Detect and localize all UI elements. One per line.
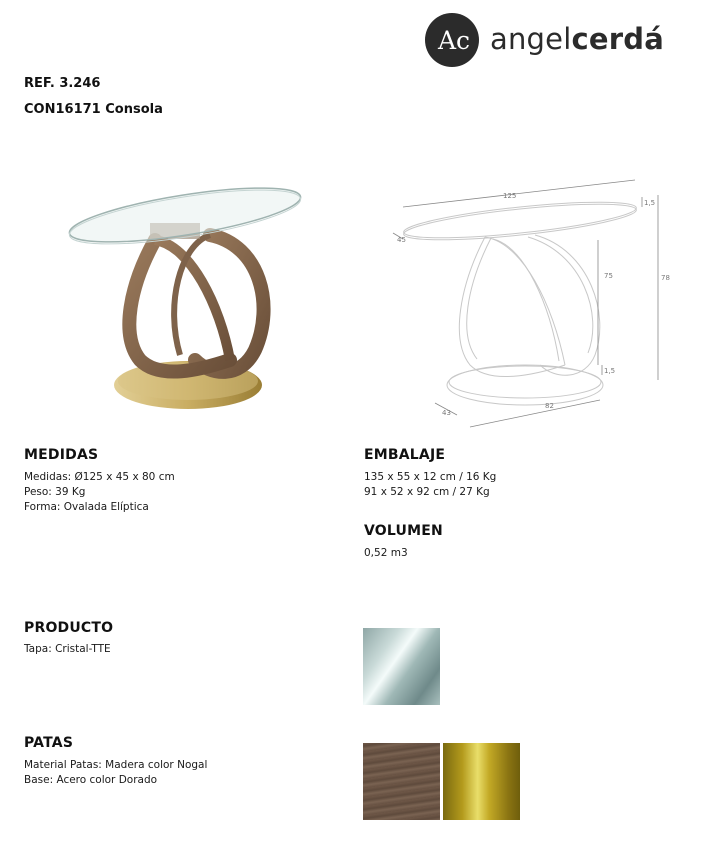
dim-base-depth: 43 [442, 409, 451, 417]
patas-list [24, 758, 207, 788]
volumen-value: 0,52 m3 [364, 547, 408, 559]
brand-mark-text: Ac [438, 26, 471, 55]
embalaje-line: 91 x 52 x 92 cm / 27 Kg [364, 486, 490, 498]
gold-swatch [443, 743, 520, 820]
producto-line: Tapa: Cristal-TTE [24, 643, 111, 655]
brand-name-light: angel [490, 22, 572, 56]
dim-height: 78 [661, 274, 670, 282]
volumen-heading: VOLUMEN [364, 523, 443, 539]
dim-width: 125 [503, 192, 517, 200]
brand-mark-icon [424, 12, 480, 68]
product-photo [60, 185, 310, 420]
technical-drawing [385, 175, 675, 430]
product-code: CON16171 Consola [24, 102, 163, 117]
brand-wordmark [490, 22, 664, 56]
patas-line: Material Patas: Madera color Nogal [24, 759, 208, 771]
patas-line: Base: Acero color Dorado [24, 774, 158, 786]
medidas-heading: MEDIDAS [24, 447, 99, 463]
brand-logo [424, 12, 686, 68]
medidas-list [24, 470, 175, 515]
product-ref: REF. 3.246 [24, 76, 101, 91]
medidas-line: Forma: Ovalada Elíptica [24, 501, 149, 513]
embalaje-heading: EMBALAJE [364, 447, 446, 463]
brand-name-bold: cerdá [571, 22, 664, 56]
dim-base-thickness: 1,5 [604, 367, 616, 375]
patas-heading: PATAS [24, 735, 74, 751]
glass-swatch [363, 628, 440, 705]
producto-heading: PRODUCTO [24, 620, 114, 636]
dim-base-width: 82 [545, 402, 554, 410]
walnut-swatch [363, 743, 440, 820]
dim-top-thickness: 1,5 [644, 199, 656, 207]
embalaje-list [364, 470, 496, 500]
embalaje-line: 135 x 55 x 12 cm / 16 Kg [364, 471, 497, 483]
dim-inner-height: 75 [604, 272, 613, 280]
medidas-line: Peso: 39 Kg [24, 486, 86, 498]
medidas-line: Medidas: Ø125 x 45 x 80 cm [24, 471, 175, 483]
dim-depth: 45 [397, 236, 406, 244]
